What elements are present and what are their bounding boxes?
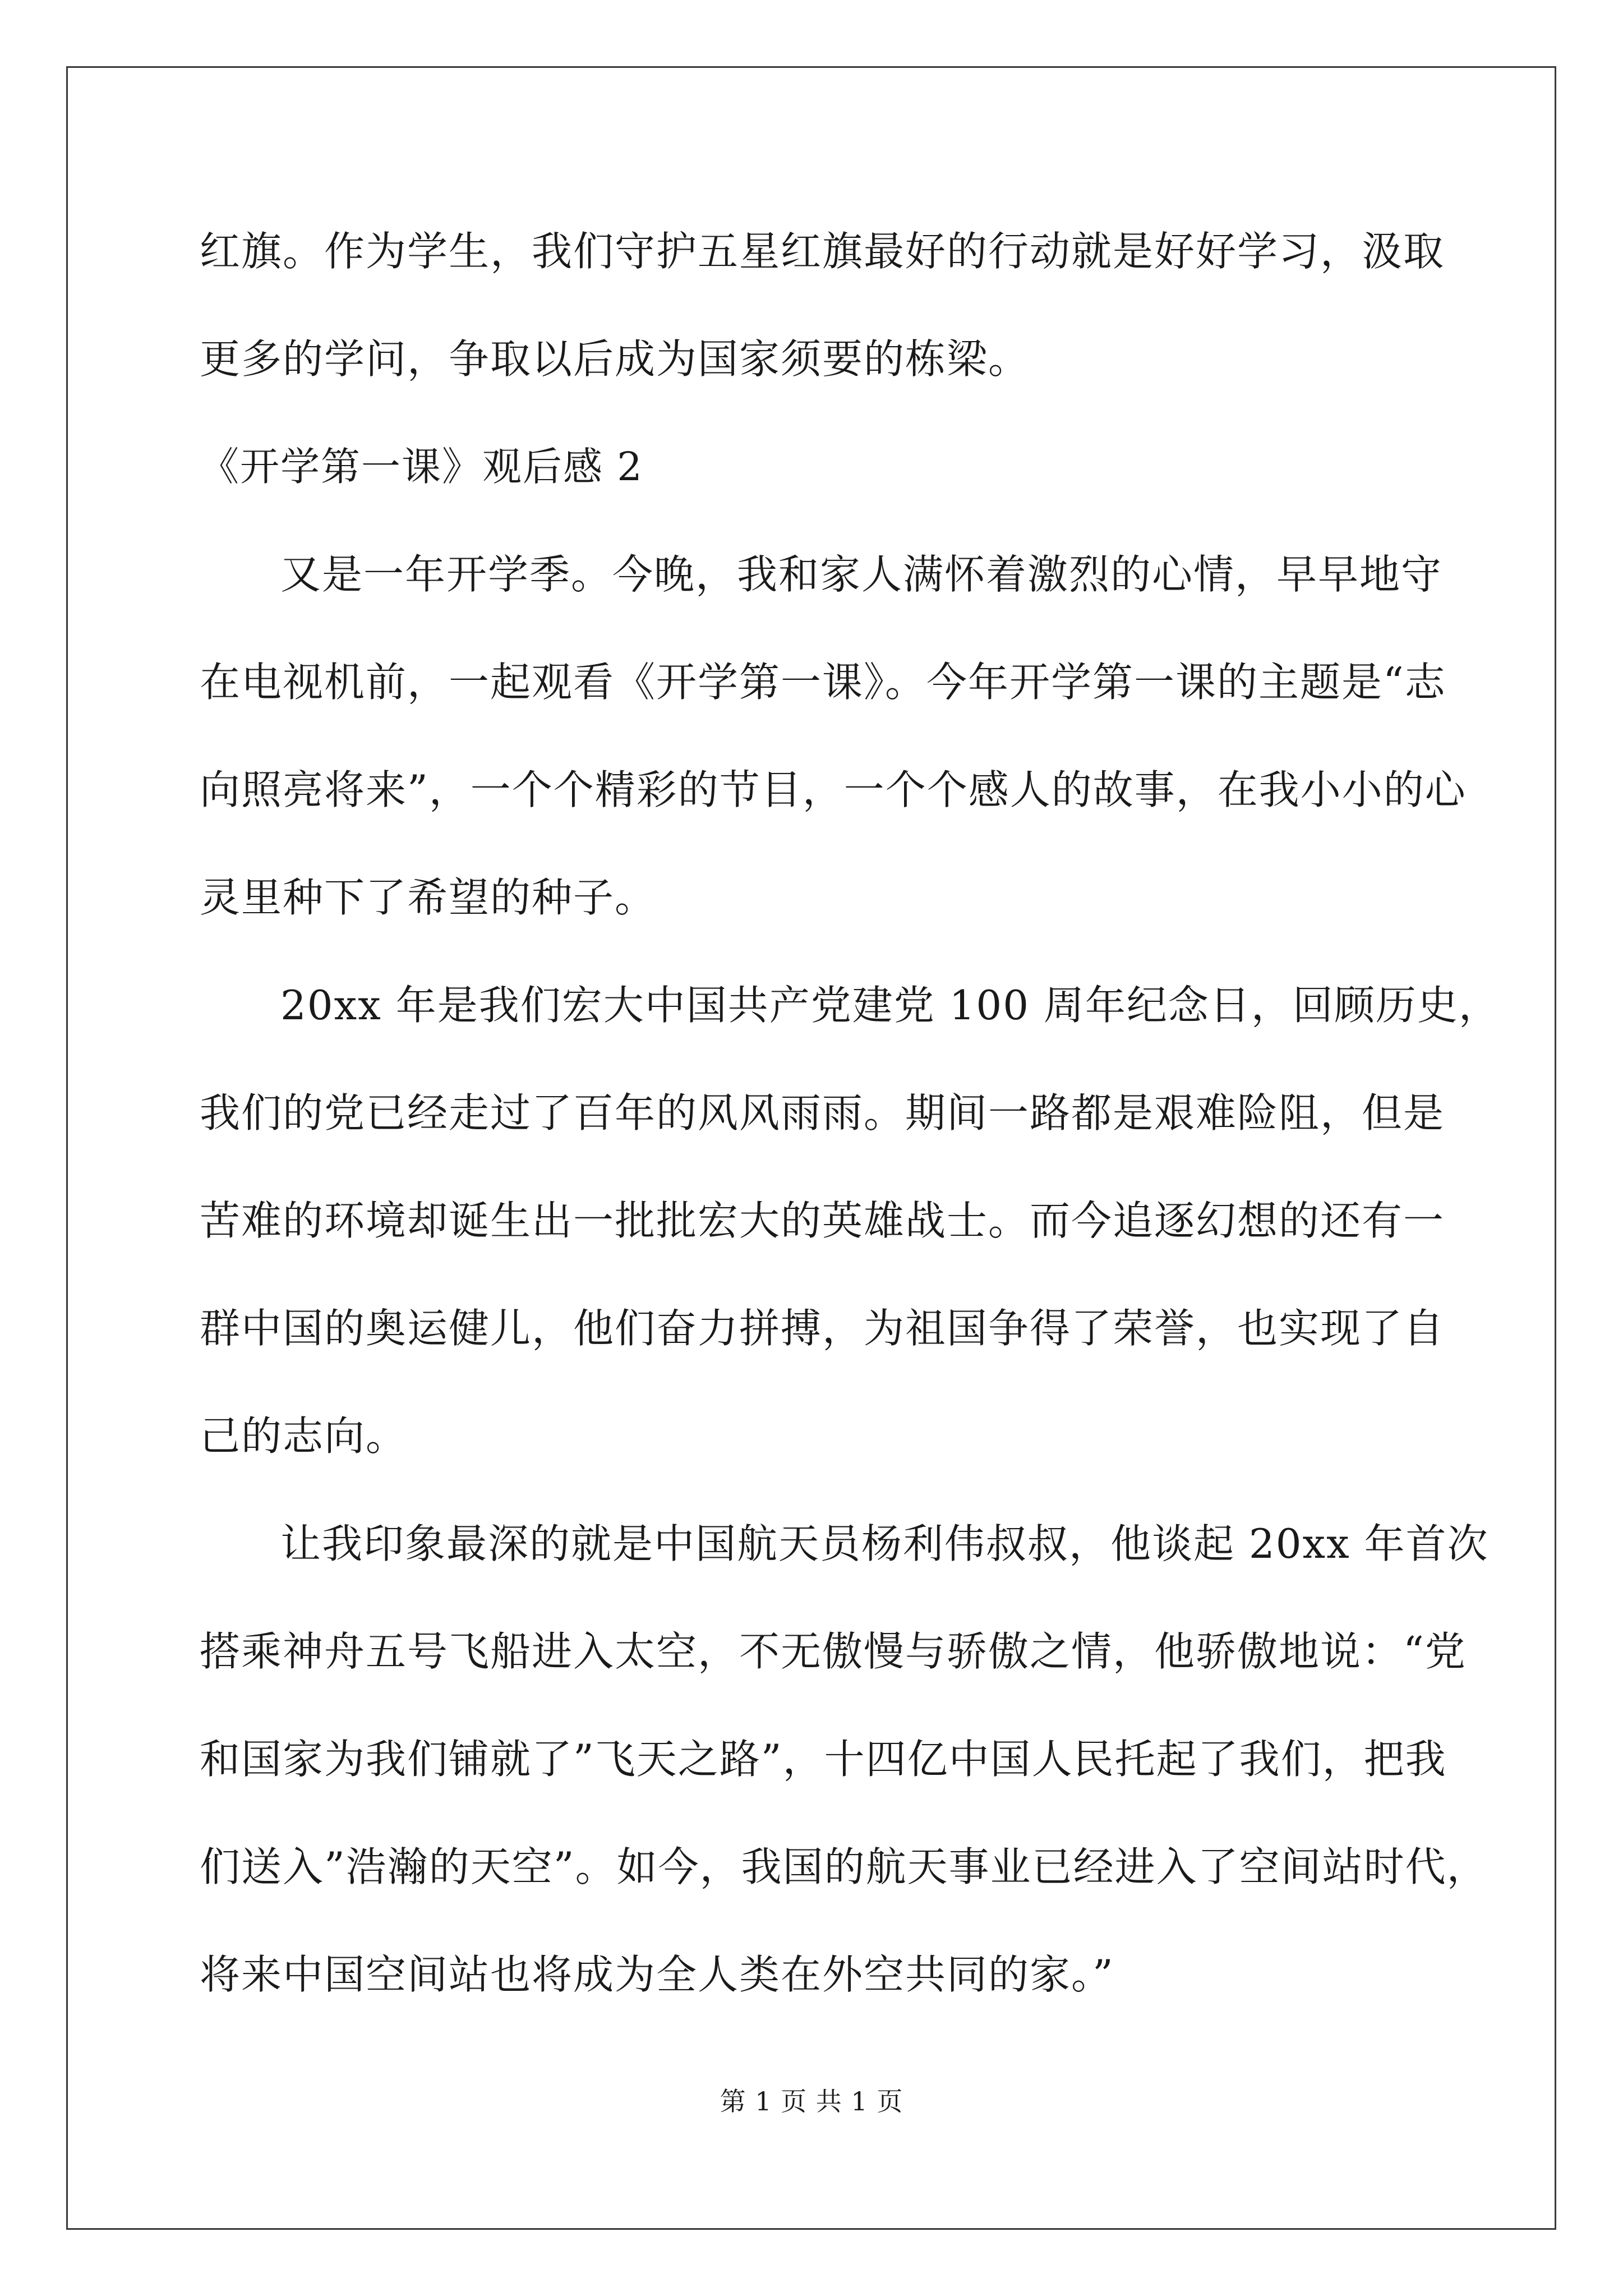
text-line: 将来中国空间站也将成为全人类在外空共同的家。” (200, 1951, 1114, 1998)
text-line: 灵里种下了希望的种子。 (200, 874, 657, 921)
text-line: 们送入”浩瀚的天空”。如今，我国的航天事业已经进入了空间站时代， (200, 1843, 1488, 1890)
paragraph (200, 212, 1445, 427)
text-line: 让我印象最深的就是中国航天员杨利伟叔叔，他谈起 20xx 年首次 (280, 1520, 1489, 1567)
text-line: 和国家为我们铺就了”飞天之路”，十四亿中国人民托起了我们，把我 (200, 1736, 1447, 1783)
text-line: 红旗。作为学生，我们守护五星红旗最好的行动就是好好学习，汲取 (200, 228, 1445, 275)
page-footer: 第 1 页 共 1 页 (720, 2086, 903, 2116)
text-line: 又是一年开学季。今晚，我和家人满怀着激烈的心情，早早地守 (280, 551, 1443, 598)
paragraph (200, 535, 1467, 966)
text-line: 向照亮将来”，一个个精彩的节目，一个个感人的故事，在我小小的心 (200, 766, 1467, 813)
text-line: 我们的党已经走过了百年的风风雨雨。期间一路都是艰难险阻，但是 (200, 1089, 1445, 1137)
paragraph (200, 1504, 1489, 2043)
text-line: 己的志向。 (200, 1412, 408, 1460)
paragraph (200, 966, 1500, 1504)
text-line: 20xx 年是我们宏大中国共产党建党 100 周年纪念日，回顾历史， (280, 982, 1500, 1029)
text-line: 更多的学问，争取以后成为国家须要的栋梁。 (200, 335, 1030, 383)
text-line: 在电视机前，一起观看《开学第一课》。今年开学第一课的主题是“志 (200, 659, 1446, 706)
section-heading: 《开学第一课》观后感 2 (200, 444, 643, 490)
text-line: 搭乘神舟五号飞船进入太空，不无傲慢与骄傲之情，他骄傲地说：“党 (200, 1628, 1467, 1675)
text-line: 苦难的环境却诞生出一批批宏大的英雄战士。而今追逐幻想的还有一 (200, 1197, 1445, 1244)
text-line: 群中国的奥运健儿，他们奋力拼搏，为祖国争得了荣誉，也实现了自 (200, 1305, 1445, 1352)
document-body (200, 212, 1500, 2043)
